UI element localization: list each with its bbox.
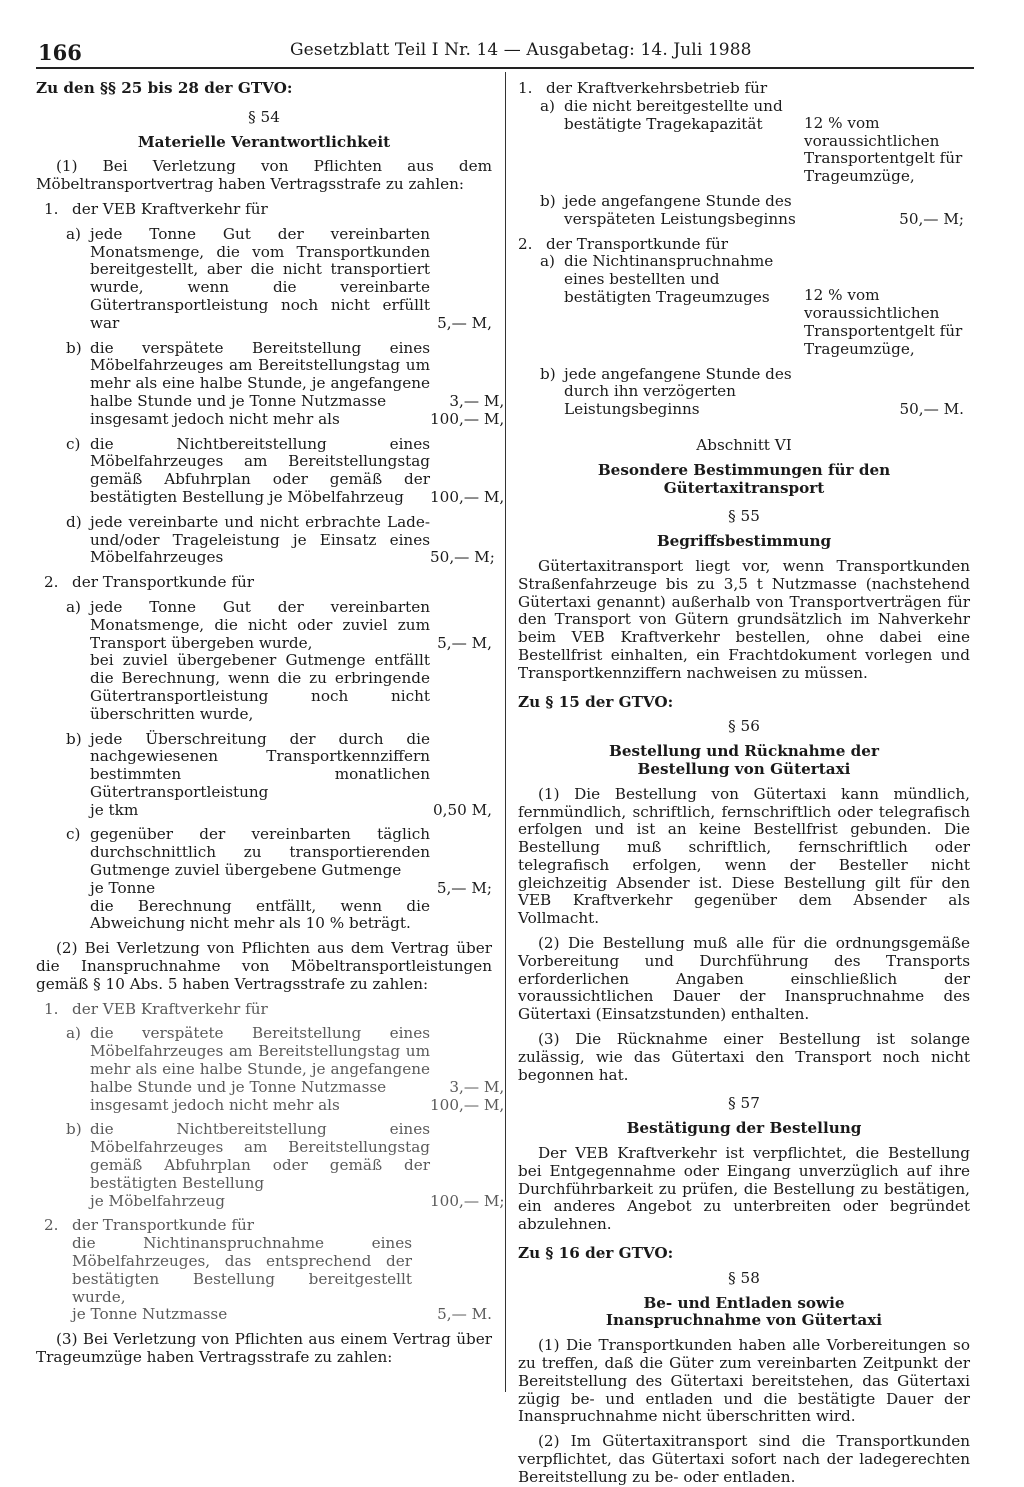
list-item: 1. der VEB Kraftverkehr für — [44, 999, 268, 1018]
penalty-amount: 50,— M; — [899, 209, 964, 228]
section-number: Abschnitt VI — [696, 435, 792, 454]
paragraph-title: Be- und Entladen sowie Inanspruchnahme von Gütertaxi — [605, 1293, 883, 1330]
section-heading-zu: Zu § 16 der GTVO: — [518, 1244, 674, 1263]
list-item: 2. der Transportkunde für — [44, 573, 255, 592]
paragraph-title: Materielle Verantwortlichkeit — [137, 132, 391, 151]
penalty-amount: 0,50 M, — [432, 800, 492, 819]
list-item: b) jede Überschreitung der durch die nachgewiesenen Transportkennziffern bestimmten monatlichen Gütertransportleistung je tkm 0,50 M, — [66, 729, 492, 819]
list-item: d) jede vereinbarte und nicht erbrachte Lade- und/oder Trageleistung je Einsatz eines Möbelfahrzeuges 50,— M; — [66, 512, 495, 567]
list-item: die Nichtinanspruchnahme eines Möbelfahrzeuges, das entsprechend der bestätigten Bestellung bereitgestellt wurde, je Tonne Nutzmasse 5,— M. — [72, 1234, 492, 1324]
list-item: b) die verspätete Bereitstellung eines Möbelfahrzeuges am Bereitstellungstag um mehr als eine halbe Stunde, je angefangene halbe Stunde und je Tonne Nutzmasse 3,— M, insgesamt jedoch nicht mehr als 100,— M, — [66, 338, 505, 428]
list-item: c) gegenüber der vereinbarten täglich durchschnittlich zu transportierenden Gutmenge zuviel übergebene Gutmenge je Tonne 5,— M; die Berechnung entfällt, wenn die Abweichung nicht mehr als 10 % beträgt. — [66, 825, 492, 933]
penalty-amount: 3,— M, — [449, 391, 505, 410]
penalty-amount: 100,— M, — [430, 409, 505, 428]
list-item: b) jede angefangene Stunde des durch ihn verzögerten Leistungsbeginns 50,— M. — [518, 366, 970, 419]
list-item: 1. der VEB Kraftverkehr für — [44, 199, 268, 218]
list-item: c) die Nichtbereitstellung eines Möbelfahrzeuges am Bereitstellungstag gemäß Abfuhrplan oder gemäß der bestätigten Bestellung je Möbelfahrzeug 100,— M, — [66, 434, 505, 506]
paragraph-text: (2) Im Gütertaxitransport sind die Transportkunden verpflichtet, das Gütertaxi sofort nach der ladegerechten Bereitstellung zu be- oder entladen. — [518, 1432, 970, 1486]
penalty-amount: 5,— M, — [437, 313, 492, 332]
paragraph-text: (3) Die Rücknahme einer Bestellung ist solange zulässig, wie das Gütertaxi den Transport noch nicht begonnen hat. — [518, 1030, 970, 1084]
list-item: a) die nicht bereitgestellte und bestätigte Tragekapazität 12 % vom voraussichtlichen Transportentgelt für Trageumzüge, — [518, 98, 970, 186]
paragraph-number: § 55 — [728, 507, 760, 526]
paragraph-text: (1) Die Transportkunden haben alle Vorbereitungen so zu treffen, daß die Güter zum vereinbarten Zeitpunkt der Bereitstellung des Gütertaxi bereitstehen, das Gütertaxi zügig be- und entladen und die bestätigte Dauer der Inanspruchnahme nicht überschritten wird. — [518, 1336, 970, 1426]
penalty-amount: 5,— M, — [437, 633, 492, 652]
paragraph-number: § 58 — [728, 1268, 760, 1287]
header-rule — [36, 67, 974, 69]
penalty-amount: 100,— M, — [430, 487, 505, 506]
paragraph-title: Bestätigung der Bestellung — [626, 1119, 862, 1138]
paragraph-text: Gütertaxitransport liegt vor, wenn Transportkunden Straßenfahrzeuge bis zu 3,5 t Nutzmasse (nachstehend Gütertaxi genannt) außerhalb von Transportverträgen für den Transport von Gütern grundsätzlich im Nahverkehr beim VEB Kraftverkehr bestellen, ohne dabei eine Bestellfrist einhalten, ein Frachtdokument vorlegen und Transportkennziffern nachweisen zu müssen. — [518, 556, 970, 682]
penalty-amount: 3,— M, — [449, 1077, 505, 1096]
page-number: 166 — [38, 40, 82, 65]
list-item: b) die Nichtbereitstellung eines Möbelfahrzeuges am Bereitstellungstag gemäß Abfuhrplan oder gemäß der bestätigten Bestellung je Möbelfahrzeug 100,— M; — [66, 1120, 505, 1210]
list-item: 2. der Transportkunde für — [518, 234, 729, 253]
list-item: a) die verspätete Bereitstellung eines Möbelfahrzeuges am Bereitstellungstag um mehr als eine halbe Stunde, je angefangene halbe Stunde und je Tonne Nutzmasse 3,— M, insgesamt jedoch nicht mehr als 100,— M, — [66, 1024, 505, 1114]
section-heading-zu: Zu § 15 der GTVO: — [518, 692, 674, 711]
paragraph-text: (1) Bei Verletzung von Pflichten aus dem Möbeltransportvertrag haben Vertragsstrafe zu zahlen: — [36, 157, 492, 194]
penalty-amount: 12 % vom voraussichtlichen Transportentgelt für Trageumzüge, — [804, 113, 963, 186]
penalty-amount: 50,— M. — [899, 400, 964, 419]
penalty-amount: 100,— M; — [430, 1191, 505, 1210]
paragraph-text: Der VEB Kraftverkehr ist verpflichtet, die Bestellung bei Entgegennahme oder Eingang unverzüglich auf ihre Durchführbarkeit zu prüfen, die Bestellung zu bestätigen, ein anderes Angebot zu unterbreiten oder begründet abzulehnen. — [518, 1144, 970, 1234]
list-item: a) jede Tonne Gut der vereinbarten Monatsmenge, die vom Transportkunden bereitgestellt, aber die nicht transportiert wurde, wenn die vereinbarte Gütertransportleistung noch nicht erfüllt war 5,— M, — [66, 224, 492, 332]
paragraph-text: (2) Die Bestellung muß alle für die ordnungsgemäße Vorbereitung und Durchführung des Transports erforderlichen Angaben einschließlich der voraussichtlichen Dauer der Inanspruchnahme des Gütertaxi (Einsatzstunden) enthalten. — [518, 934, 970, 1024]
list-item: 2. der Transportkunde für — [44, 1216, 255, 1235]
paragraph-title: Begriffsbestimmung — [656, 532, 832, 551]
left-column — [36, 79, 505, 1367]
column-divider — [505, 72, 506, 1392]
section-title: Besondere Bestimmungen für den Gütertaxitransport — [597, 460, 891, 497]
penalty-amount: 100,— M, — [430, 1095, 505, 1114]
list-item: b) jede angefangene Stunde des verspäteten Leistungsbeginns 50,— M; — [518, 193, 970, 229]
paragraph-text: (1) Die Bestellung von Gütertaxi kann mündlich, fernmündlich, schriftlich, fernschriftlich oder telegrafisch erfolgen und ist an keine Bestellfrist gebunden. Die Bestellung muß schriftlich, fernschriftlich oder telegrafisch erfolgen, wenn der Besteller nicht gleichzeitig Absender ist. Diese Bestellung gilt für den VEB Kraftverkehr gegenüber dem Absender als Vollmacht. — [518, 784, 970, 928]
paragraph-number: § 54 — [248, 107, 280, 126]
list-item: 1. der Kraftverkehrsbetrieb für — [518, 79, 768, 97]
right-column — [518, 80, 970, 1487]
paragraph-title: Bestellung und Rücknahme der Bestellung von Gütertaxi — [609, 742, 879, 778]
paragraph-number: § 57 — [728, 1094, 760, 1113]
penalty-amount: 50,— M; — [430, 548, 495, 567]
paragraph-text: (3) Bei Verletzung von Pflichten aus einem Vertrag über Trageumzüge haben Vertragsstrafe zu zahlen: — [36, 1330, 492, 1366]
paragraph-text: (2) Bei Verletzung von Pflichten aus dem Vertrag über die Inanspruchnahme von Möbeltransportleistungen gemäß § 10 Abs. 5 haben Vertragsstrafe zu zahlen: — [36, 939, 492, 993]
penalty-amount: 5,— M. — [437, 1305, 492, 1324]
section-heading-zu: Zu den §§ 25 bis 28 der GTVO: — [36, 79, 293, 97]
penalty-amount: 5,— M; — [436, 878, 492, 897]
page-header-title: Gesetzblatt Teil I Nr. 14 — Ausgabetag: 14. Juli 1988 — [290, 40, 752, 60]
list-item: a) die Nichtinanspruchnahme eines bestellten und bestätigten Trageumzuges 12 % vom voraussichtlichen Transportentgelt für Trageumzüge, — [518, 253, 970, 358]
paragraph-number: § 56 — [728, 717, 760, 736]
list-item: a) jede Tonne Gut der vereinbarten Monatsmenge, die nicht oder zuviel zum Transport übergeben wurde, 5,— M, bei zuviel übergebener Gutmenge entfällt die Berechnung, wenn die zu erbringende Gütertransportleistung noch nicht überschritten wurde, — [66, 597, 492, 723]
penalty-amount: 12 % vom voraussichtlichen Transportentgelt für Trageumzüge, — [804, 286, 963, 358]
